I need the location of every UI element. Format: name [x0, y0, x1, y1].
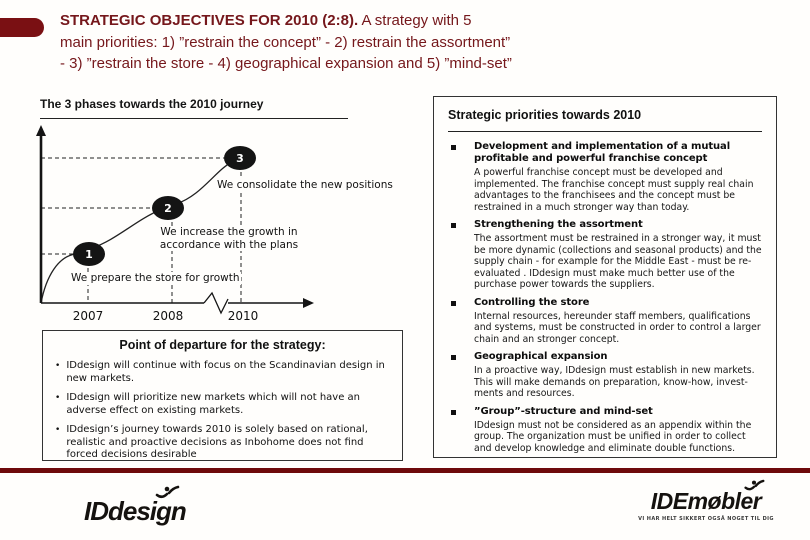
phase-2-label: We increase the growth in accordance with the plans [146, 226, 312, 251]
slide-title-line1 [60, 10, 770, 32]
priority-item [448, 141, 764, 213]
priority-heading: Controlling the store [474, 296, 590, 308]
priority-item [448, 219, 764, 291]
phase-3-label: We consolidate the new positions [217, 179, 393, 191]
slide-title [60, 10, 770, 75]
phase-circle-3: 3 [224, 146, 256, 170]
priority-body: The assortment must be restrained in a stronger way, it must be more dynamic (collections and seasonal products) and the supply chain - for example for the Middle East - must be re-evaluated . IDdesign must make much better use of the purchase power towards the suppliers. [474, 233, 762, 291]
idemobler-logo-text [651, 488, 762, 515]
y-axis-arrow-icon [36, 125, 46, 136]
square-bullet-icon [451, 355, 456, 360]
priority-body: Internal resources, hereunder staff members, qualifications and systems, must be constructed in order to control a larger chain and an stronger concept. [474, 310, 761, 345]
priority-body: IDdesign must not be considered as an appendix within the group. The organization must be unified in order to collect and develop knowledge and eliminate double functions. [474, 419, 752, 454]
slide-title-line2: main priorities: 1) ”restrain the concept” - 2) restrain the assortment” [60, 33, 511, 51]
priorities-panel-title: Strategic priorities towards 2010 [448, 108, 642, 122]
dot-bullet-icon: • [55, 393, 61, 403]
point-box-bullet-item [55, 360, 394, 385]
x-axis-year-2007: 2007 [72, 309, 104, 323]
slide-title-line1-rest: A strategy with 5 [358, 12, 472, 29]
priority-item [448, 297, 764, 346]
priority-heading: Geographical expansion [474, 351, 608, 363]
priority-body: In a proactive way, IDdesign must establish in new markets. This will make demands on preparation, know-how, invest-ments and resources. [474, 365, 755, 400]
phases-title-underline [40, 118, 348, 119]
phase-circle-2: 2 [152, 196, 184, 220]
point-of-departure-box [42, 330, 403, 461]
idemobler-tagline: VI HAR HELT SIKKERT OGSÅ NOGET TIL DIG [638, 516, 774, 522]
priority-heading: Strengthening the assortment [474, 219, 643, 231]
square-bullet-icon [451, 301, 456, 306]
iddesign-swoosh-icon [154, 485, 180, 501]
footer-divider-bar [0, 468, 810, 473]
idemobler-swoosh-icon [743, 479, 765, 493]
iddesign-logo [84, 496, 186, 527]
idemobler-logo [630, 488, 782, 522]
iddesign-logo-text: IDdesign [84, 496, 186, 526]
priorities-panel [433, 96, 777, 458]
slide-title-bold: STRATEGIC OBJECTIVES FOR 2010 (2:8). [60, 12, 359, 29]
point-box-bullet-text: IDdesign’s journey towards 2010 is solely based on rational, realistic and proactive decisions as Inbohome does not find forced decisions desirable [66, 424, 368, 460]
point-box-bullet-item [55, 424, 394, 462]
priority-item [448, 351, 764, 400]
point-box-bullet-item [55, 392, 394, 417]
phase-circle-1: 1 [73, 242, 105, 266]
idemobler-logo-word: IDEmøbler [650, 488, 762, 514]
priority-heading: Development and implementation of a mutual profitable and powerful franchise concept [474, 141, 731, 164]
dot-bullet-icon: • [55, 425, 61, 435]
point-box-bullet-text: IDdesign will prioritize new markets which will not have an adverse effect on existing markets. [66, 392, 360, 416]
square-bullet-icon [451, 145, 456, 150]
square-bullet-icon [451, 223, 456, 228]
square-bullet-icon [451, 410, 456, 415]
x-axis-arrow-icon [303, 298, 314, 308]
point-box-list [55, 360, 394, 462]
priority-body: A powerful franchise concept must be developed and implemented. The franchise concept must supply real chain advantages to the franchisees and the concept must be restrained in a much stronger way than today. [474, 167, 754, 213]
dot-bullet-icon: • [55, 361, 61, 371]
priority-heading: ”Group”-structure and mind-set [474, 405, 653, 417]
phase-1-label: We prepare the store for growth [71, 272, 240, 284]
x-axis-year-2010: 2010 [227, 309, 259, 323]
x-axis-year-2008: 2008 [152, 309, 184, 323]
phases-section-title: The 3 phases towards the 2010 journey [40, 97, 264, 111]
point-box-bullet-text: IDdesign will continue with focus on the Scandinavian design in new markets. [66, 360, 385, 384]
priority-item [448, 406, 764, 455]
priorities-title-underline [448, 131, 762, 132]
s-curve-diagram [36, 124, 416, 330]
title-accent-pill [0, 18, 44, 37]
slide-title-line3: - 3) ”restrain the store - 4) geographical expansion and 5) ”mind-set” [60, 55, 512, 72]
point-box-title: Point of departure for the strategy: [119, 338, 326, 352]
